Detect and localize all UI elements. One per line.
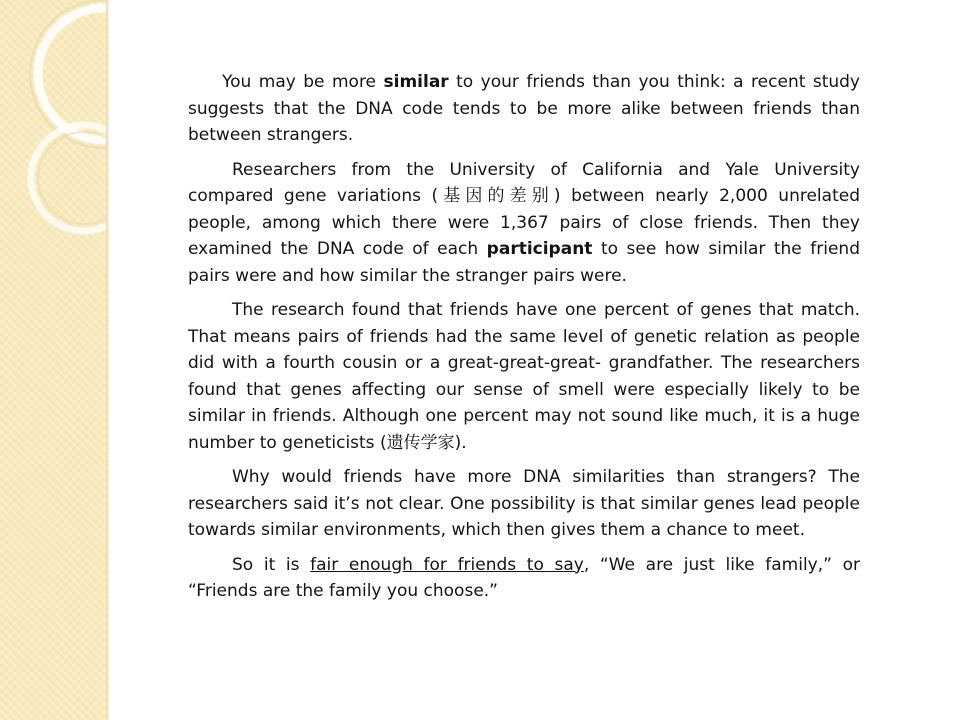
text-segment: to your friends than you think: a recent study suggests that the DNA code tends to be more alike between friends than between strangers. — [188, 72, 860, 145]
paragraph-findings — [188, 297, 860, 456]
article-text — [188, 69, 860, 613]
paragraph-research-method — [188, 157, 860, 290]
decorative-side-panel — [0, 0, 106, 720]
paragraph-question — [188, 464, 860, 544]
text-segment: You may be more — [222, 72, 384, 92]
text-segment: , “We are just like family,” or “Friends are the family you choose.” — [188, 554, 860, 601]
bold-word-participant: participant — [486, 239, 593, 259]
text-segment: Why would friends have more DNA similarities than strangers? The researchers said it’s not clear. One possibility is that similar genes lead people towards similar environments, which then gives them a chance to meet. — [188, 467, 860, 540]
bold-word-similar: similar — [383, 72, 449, 92]
paragraph-intro — [188, 69, 860, 149]
text-segment: So it is — [232, 554, 311, 575]
underlined-phrase: fair enough for friends to say — [310, 554, 584, 575]
paragraph-conclusion — [188, 552, 860, 605]
text-segment: The research found that friends have one percent of genes that match. That means pairs of friends had the same level of genetic relation as people did with a fourth cousin or a great-great-great- grandfather. The researchers found that genes affecting our sense of smell were especially likely to be similar in friends. Although one percent may not sound like much, it is a huge number to geneticists (遗传学家). — [188, 300, 860, 453]
text-segment: to see how similar the friend pairs were and how similar the stranger pairs were. — [188, 239, 860, 286]
text-segment: Researchers from the University of California and Yale University compared gene variations (基因的差别) between nearly 2,000 unrelated people, among which there were 1,367 pairs of close friends. Then they examined the DNA code of each — [188, 159, 860, 259]
circle-ornament-icon — [0, 0, 106, 300]
side-panel-divider — [106, 0, 109, 720]
